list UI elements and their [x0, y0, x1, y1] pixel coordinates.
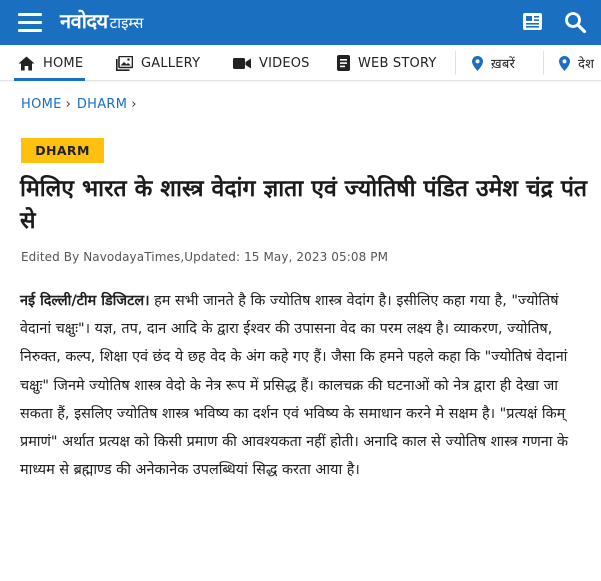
article-byline: Edited By NavodayaTimes,Updated: 15 May, 2023 05:08 PM [21, 250, 389, 264]
breadcrumb-dharm[interactable]: DHARM [76, 97, 128, 112]
location-pin-icon [472, 56, 483, 71]
nav-item-home[interactable] [18, 45, 83, 81]
nav-item-label: GALLERY [141, 55, 201, 71]
logo-sub-text: टाइम्स [109, 14, 144, 32]
article-paragraph: हम सभी जानते है कि ज्योतिष शास्त्र वेदांग है। इसीलिए कहा गया है, "ज्योतिषं वेदानां चक्षुः"। यज्ञ, तप, दान आदि के द्वारा ईश्वर की उपासना वेद का परम लक्ष्य है। व्याकरण, ज्योतिष, निरुक्त, कल्प, शिक्षा एवं छंद ये छह वेद के अंग कहे गए हैं। जैसा कि हमने पहले कहा कि "ज्योतिषं वेदानां चक्षुः" जिनमे ज्योतिष शास्त्र वेदो के नेत्र रूप में प्रसिद्ध हैं। कालचक्र की घटनाओं को नेत्र द्वारा ही देखा जा सकता हैं, इसलिए ज्योतिष शास्त्र भविष्य का दर्शन एवं भविष्य के समाधान करने मे सक्षम है। "प्रत्यक्षं किम् प्रमाणं" अर्थात प्रत्यक्ष को किसी प्रमाण की आवश्यकता नहीं होती। अनादि काल से ज्योतिष शास्त्र गणना के माध्यम से ब्रह्माण्ड की अनेकानेक उपलब्धियां सिद्ध करता आया है। [20, 293, 569, 479]
webstory-icon [337, 55, 350, 71]
site-logo[interactable] [60, 7, 143, 39]
breadcrumb-home[interactable]: HOME [21, 97, 62, 112]
video-icon [233, 57, 251, 70]
nav-item-label: ख़बरें [491, 57, 515, 72]
nav-item-gallery[interactable] [116, 45, 200, 81]
breadcrumb [21, 97, 142, 112]
gallery-icon [116, 56, 133, 71]
chevron-right-icon: › [65, 97, 71, 112]
nav-item-label: HOME [43, 55, 84, 71]
chevron-right-icon: › [131, 97, 137, 112]
nav-item-label: WEB STORY [358, 55, 437, 71]
nav-item-label: VIDEOS [259, 55, 310, 71]
nav-divider [543, 51, 544, 75]
main-nav [0, 45, 601, 81]
search-icon[interactable] [563, 10, 587, 34]
logo-main-text: नवोदय [60, 9, 108, 33]
nav-item-videos[interactable] [233, 45, 310, 81]
article-headline: मिलिए भारत के शास्त्र वेदांग ज्ञाता एवं ज्योतिषी पंडित उमेश चंद्र पंत से [20, 176, 587, 234]
home-icon [18, 56, 35, 71]
article-body [20, 287, 587, 484]
nav-item-webstory[interactable] [337, 45, 437, 81]
nav-item-label: देश [578, 57, 595, 72]
article-dateline: नई दिल्ली/टीम डिजिटल। [20, 293, 150, 309]
nav-divider [455, 51, 456, 75]
nav-item-khabrein[interactable] [472, 45, 515, 81]
site-header [0, 0, 601, 45]
epaper-icon[interactable] [522, 11, 543, 32]
hamburger-menu-icon[interactable] [18, 13, 42, 32]
category-badge[interactable]: DHARM [21, 138, 104, 163]
location-pin-icon [559, 56, 570, 71]
nav-item-desh[interactable] [559, 45, 594, 81]
